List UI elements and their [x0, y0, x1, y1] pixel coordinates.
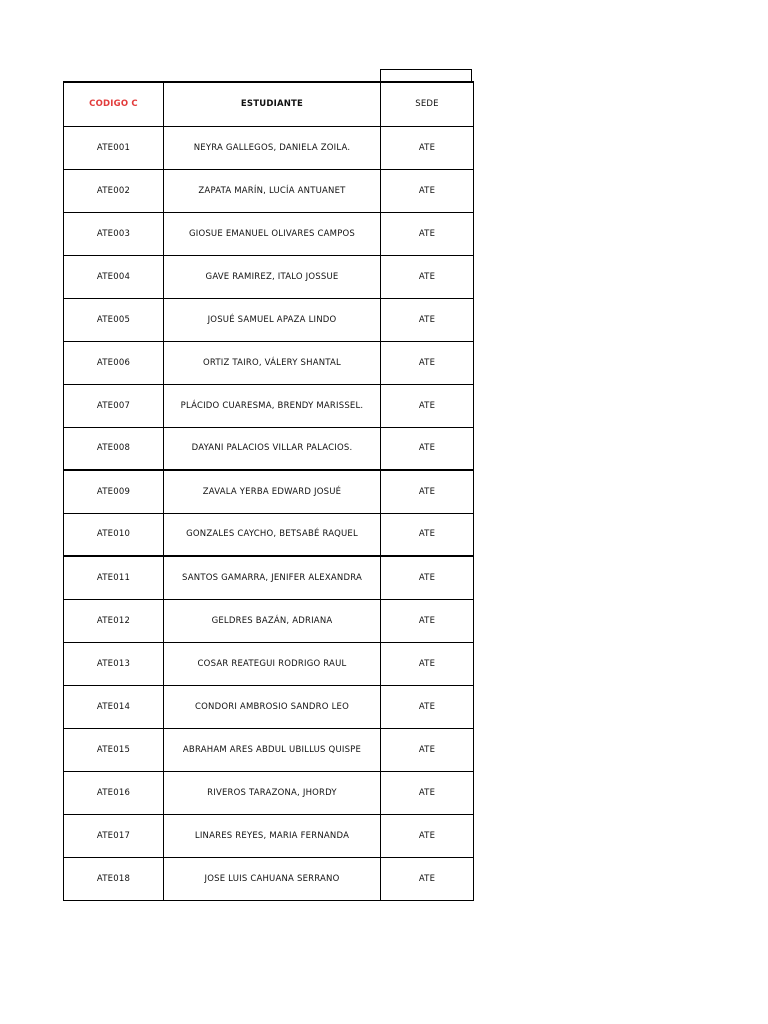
- cell-codigo: ATE002: [64, 169, 164, 212]
- cell-estudiante: NEYRA GALLEGOS, DANIELA ZOILA.: [164, 126, 381, 169]
- cell-sede: ATE: [381, 255, 474, 298]
- cell-sede: ATE: [381, 126, 474, 169]
- cell-codigo: ATE016: [64, 771, 164, 814]
- cell-codigo: ATE018: [64, 857, 164, 900]
- cell-sede: ATE: [381, 857, 474, 900]
- cell-estudiante: PLÁCIDO CUARESMA, BRENDY MARISSEL.: [164, 384, 381, 427]
- cell-estudiante: ABRAHAM ARES ABDUL UBILLUS QUISPE: [164, 728, 381, 771]
- cell-sede: ATE: [381, 212, 474, 255]
- cell-estudiante: RIVEROS TARAZONA, JHORDY: [164, 771, 381, 814]
- table-row: [64, 728, 474, 771]
- table-row: [64, 169, 474, 212]
- cell-sede: ATE: [381, 556, 474, 599]
- cell-sede: ATE: [381, 169, 474, 212]
- cell-codigo: ATE005: [64, 298, 164, 341]
- cell-codigo: ATE006: [64, 341, 164, 384]
- table-row: [64, 341, 474, 384]
- cell-sede: ATE: [381, 642, 474, 685]
- cell-sede: ATE: [381, 298, 474, 341]
- table-row: [64, 384, 474, 427]
- cell-codigo: ATE008: [64, 427, 164, 470]
- cell-estudiante: JOSUÉ SAMUEL APAZA LINDO: [164, 298, 381, 341]
- cell-codigo: ATE007: [64, 384, 164, 427]
- cell-sede: ATE: [381, 470, 474, 513]
- cell-codigo: ATE003: [64, 212, 164, 255]
- table-body: [64, 126, 474, 900]
- cell-codigo: ATE011: [64, 556, 164, 599]
- cell-sede: ATE: [381, 384, 474, 427]
- cell-codigo: ATE015: [64, 728, 164, 771]
- cell-estudiante: JOSE LUIS CAHUANA SERRANO: [164, 857, 381, 900]
- table-row: [64, 685, 474, 728]
- cell-sede: ATE: [381, 599, 474, 642]
- cell-sede: ATE: [381, 771, 474, 814]
- cell-estudiante: LINARES REYES, MARIA FERNANDA: [164, 814, 381, 857]
- table-row: [64, 470, 474, 513]
- cell-estudiante: DAYANI PALACIOS VILLAR PALACIOS.: [164, 427, 381, 470]
- cell-codigo: ATE001: [64, 126, 164, 169]
- table-header-row: [64, 82, 474, 126]
- table-row: [64, 599, 474, 642]
- cell-sede: ATE: [381, 685, 474, 728]
- header-extra-cell: [380, 69, 472, 81]
- table-row: [64, 857, 474, 900]
- table-row: [64, 427, 474, 470]
- cell-sede: ATE: [381, 728, 474, 771]
- cell-estudiante: CONDORI AMBROSIO SANDRO LEO: [164, 685, 381, 728]
- cell-estudiante: ZAPATA MARÍN, LUCÍA ANTUANET: [164, 169, 381, 212]
- cell-estudiante: GIOSUE EMANUEL OLIVARES CAMPOS: [164, 212, 381, 255]
- cell-sede: ATE: [381, 513, 474, 556]
- cell-codigo: ATE012: [64, 599, 164, 642]
- cell-codigo: ATE014: [64, 685, 164, 728]
- cell-sede: ATE: [381, 341, 474, 384]
- cell-codigo: ATE009: [64, 470, 164, 513]
- header-sede: SEDE: [381, 82, 474, 126]
- table-row: [64, 642, 474, 685]
- cell-estudiante: ORTIZ TAIRO, VÁLERY SHANTAL: [164, 341, 381, 384]
- cell-estudiante: GELDRES BAZÁN, ADRIANA: [164, 599, 381, 642]
- table-row: [64, 513, 474, 556]
- student-table: [63, 81, 474, 901]
- table-row: [64, 814, 474, 857]
- header-estudiante: ESTUDIANTE: [164, 82, 381, 126]
- cell-estudiante: GONZALES CAYCHO, BETSABÉ RAQUEL: [164, 513, 381, 556]
- cell-codigo: ATE013: [64, 642, 164, 685]
- cell-codigo: ATE004: [64, 255, 164, 298]
- header-codigo: CODIGO C: [64, 82, 164, 126]
- table-row: [64, 212, 474, 255]
- table-row: [64, 771, 474, 814]
- cell-estudiante: SANTOS GAMARRA, JENIFER ALEXANDRA: [164, 556, 381, 599]
- cell-estudiante: GAVE RAMIREZ, ITALO JOSSUE: [164, 255, 381, 298]
- cell-codigo: ATE017: [64, 814, 164, 857]
- cell-estudiante: COSAR REATEGUI RODRIGO RAUL: [164, 642, 381, 685]
- cell-estudiante: ZAVALA YERBA EDWARD JOSUÉ: [164, 470, 381, 513]
- table-row: [64, 298, 474, 341]
- table-row: [64, 556, 474, 599]
- cell-sede: ATE: [381, 814, 474, 857]
- cell-sede: ATE: [381, 427, 474, 470]
- cell-codigo: ATE010: [64, 513, 164, 556]
- table-row: [64, 126, 474, 169]
- table-row: [64, 255, 474, 298]
